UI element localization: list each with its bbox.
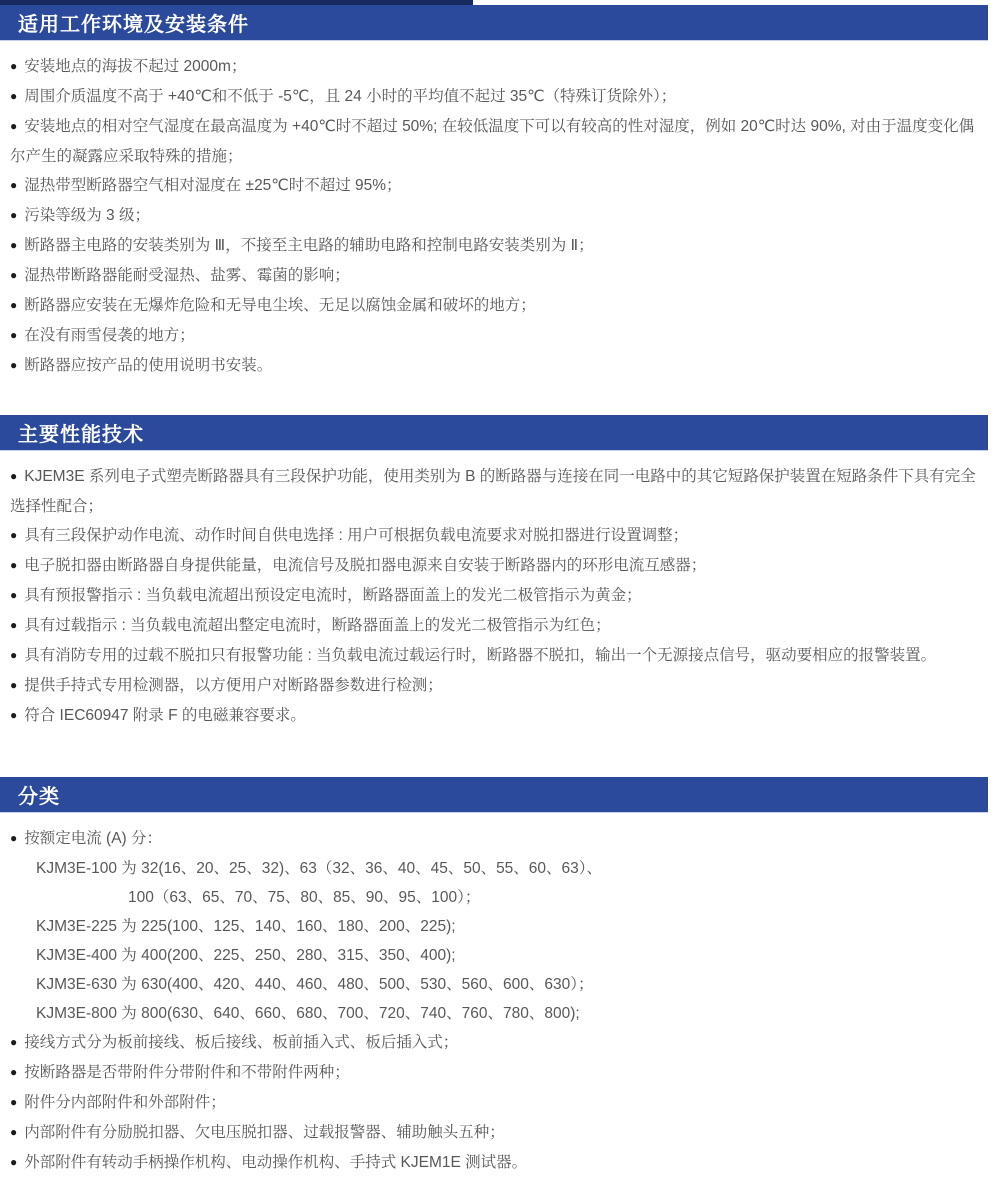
section-classification	[0, 777, 1000, 1178]
section-main-performance	[0, 415, 1000, 731]
list-item	[10, 1028, 990, 1058]
list-item	[10, 824, 990, 854]
item-text: 周围介质温度不高于 +40℃和不低于 -5℃，且 24 小时的平均值不起过 35℃（特殊订货除外）；	[24, 88, 677, 105]
bullet-icon: ●	[10, 1125, 18, 1139]
bullet-icon: ●	[10, 358, 18, 372]
item-text: 安装地点的海拔不起过 2000m；	[24, 58, 247, 75]
list-item	[10, 321, 990, 351]
bullet-icon: ●	[10, 708, 18, 722]
item-text: 接线方式分为板前接线、板后接线、板前插入式、板后插入式；	[24, 1034, 459, 1051]
list-item	[10, 854, 990, 883]
item-text: 具有消防专用的过载不脱扣只有报警功能 : 当负载电流过载运行时，断路器不脱扣，输出一个无源接点信号，驱动要相应的报警装置。	[24, 647, 937, 664]
item-text: KJM3E-225 为 225(100、125、140、160、180、200、225);	[36, 918, 456, 935]
section-header	[0, 5, 988, 41]
bullet-icon: ●	[10, 1065, 18, 1079]
item-text: 湿热带型断路器空气相对湿度在 ±25℃时不超过 95%；	[24, 177, 402, 194]
item-text: 具有预报警指示 : 当负载电流超出预设定电流时，断路器面盖上的发光二极管指示为黄金；	[24, 587, 642, 604]
list-item	[10, 521, 990, 551]
list-item	[10, 462, 990, 521]
item-text: 提供手持式专用检测器，以方便用户对断路器参数进行检测；	[24, 677, 443, 694]
list-item	[10, 611, 990, 641]
list-item	[10, 701, 990, 731]
bullet-icon: ●	[10, 558, 18, 572]
item-text: KJM3E-630 为 630(400、420、440、460、480、500、530、560、600、630）；	[36, 976, 594, 993]
bullet-list	[0, 451, 1000, 731]
item-text: 断路器应按产品的使用说明书安装。	[24, 357, 273, 374]
bullet-icon: ●	[10, 119, 18, 133]
section-title: 适用工作环境及安装条件	[18, 14, 249, 36]
item-text: 按断路器是否带附件分带附件和不带附件两种；	[24, 1064, 350, 1081]
section-header	[0, 777, 988, 813]
list-item	[10, 999, 990, 1028]
list-item	[10, 883, 990, 912]
list-item	[10, 201, 990, 231]
bullet-icon: ●	[10, 1035, 18, 1049]
item-text: 按额定电流 (A) 分：	[24, 830, 163, 847]
item-text: 具有过载指示 : 当负载电流超出整定电流时，断路器面盖上的发光二极管指示为红色；	[24, 617, 611, 634]
item-text: 具有三段保护动作电流、动作时间自供电选择 : 用户可根据负载电流要求对脱扣器进行设置调整；	[24, 527, 689, 544]
bullet-icon: ●	[10, 298, 18, 312]
bullet-icon: ●	[10, 328, 18, 342]
item-text: KJEM3E 系列电子式塑壳断路器具有三段保护功能，使用类别为 B 的断路器与连接在同一电路中的其它短路保护装置在短路条件下具有完全选择性配合；	[10, 468, 976, 515]
item-text: 断路器应安装在无爆炸危险和无导电尘埃、无足以腐蚀金属和破坏的地方；	[24, 297, 536, 314]
bullet-icon: ●	[10, 648, 18, 662]
list-item	[10, 112, 990, 171]
bullet-icon: ●	[10, 1095, 18, 1109]
list-item	[10, 351, 990, 381]
bullet-icon: ●	[10, 208, 18, 222]
item-text: 电子脱扣器由断路器自身提供能量，电流信号及脱扣器电源来自安装于断路器内的环形电流互感器；	[24, 557, 707, 574]
list-item	[10, 551, 990, 581]
section-title: 主要性能技术	[18, 424, 144, 446]
list-item	[10, 641, 990, 671]
item-text: 100（63、65、70、75、80、85、90、95、100）；	[128, 889, 481, 906]
section-header	[0, 415, 988, 451]
bullet-icon: ●	[10, 178, 18, 192]
item-text: 外部附件有转动手柄操作机构、电动操作机构、手持式 KJEM1E 测试器。	[24, 1154, 528, 1171]
list-item	[10, 1058, 990, 1088]
item-text: 符合 IEC60947 附录 F 的电磁兼容要求。	[24, 707, 306, 724]
list-item	[10, 1148, 990, 1178]
item-text: 附件分内部附件和外部附件；	[24, 1094, 226, 1111]
item-text: KJM3E-400 为 400(200、225、250、280、315、350、400);	[36, 947, 456, 964]
bullet-icon: ●	[10, 238, 18, 252]
item-text: 安装地点的相对空气湿度在最高温度为 +40℃时不超过 50%; 在较低温度下可以有较高的性对湿度，例如 20℃时达 90%, 对由于温度变化偶尔产生的凝露应采取特殊的措施；	[10, 118, 975, 165]
bullet-icon: ●	[10, 618, 18, 632]
list-item	[10, 291, 990, 321]
bullet-list	[0, 813, 1000, 1178]
bullet-icon: ●	[10, 831, 18, 845]
bullet-icon: ●	[10, 268, 18, 282]
section-title: 分类	[18, 786, 60, 808]
list-item	[10, 1118, 990, 1148]
list-item	[10, 1088, 990, 1118]
list-item	[10, 970, 990, 999]
item-text: 断路器主电路的安装类别为 Ⅲ，不接至主电路的辅助电路和控制电路安装类别为 Ⅱ；	[24, 237, 594, 254]
item-text: KJM3E-800 为 800(630、640、660、680、700、720、740、760、780、800);	[36, 1005, 580, 1022]
bullet-icon: ●	[10, 528, 18, 542]
item-text: 在没有雨雪侵袭的地方；	[24, 327, 195, 344]
list-item	[10, 231, 990, 261]
section-environment-conditions	[0, 5, 1000, 381]
bullet-icon: ●	[10, 469, 18, 483]
list-item	[10, 912, 990, 941]
list-item	[10, 171, 990, 201]
list-item	[10, 671, 990, 701]
list-item	[10, 941, 990, 970]
bullet-icon: ●	[10, 678, 18, 692]
item-text: 内部附件有分励脱扣器、欠电压脱扣器、过载报警器、辅助触头五种；	[24, 1124, 505, 1141]
list-item	[10, 52, 990, 82]
list-item	[10, 581, 990, 611]
bullet-icon: ●	[10, 59, 18, 73]
bullet-icon: ●	[10, 588, 18, 602]
bullet-icon: ●	[10, 89, 18, 103]
item-text: 湿热带断路器能耐受湿热、盐雾、霉菌的影响；	[24, 267, 350, 284]
list-item	[10, 261, 990, 291]
list-item	[10, 82, 990, 112]
bullet-icon: ●	[10, 1155, 18, 1169]
item-text: 污染等级为 3 级；	[24, 207, 150, 224]
bullet-list	[0, 41, 1000, 381]
item-text: KJM3E-100 为 32(16、20、25、32)、63（32、36、40、45、50、55、60、63）、	[36, 860, 603, 877]
